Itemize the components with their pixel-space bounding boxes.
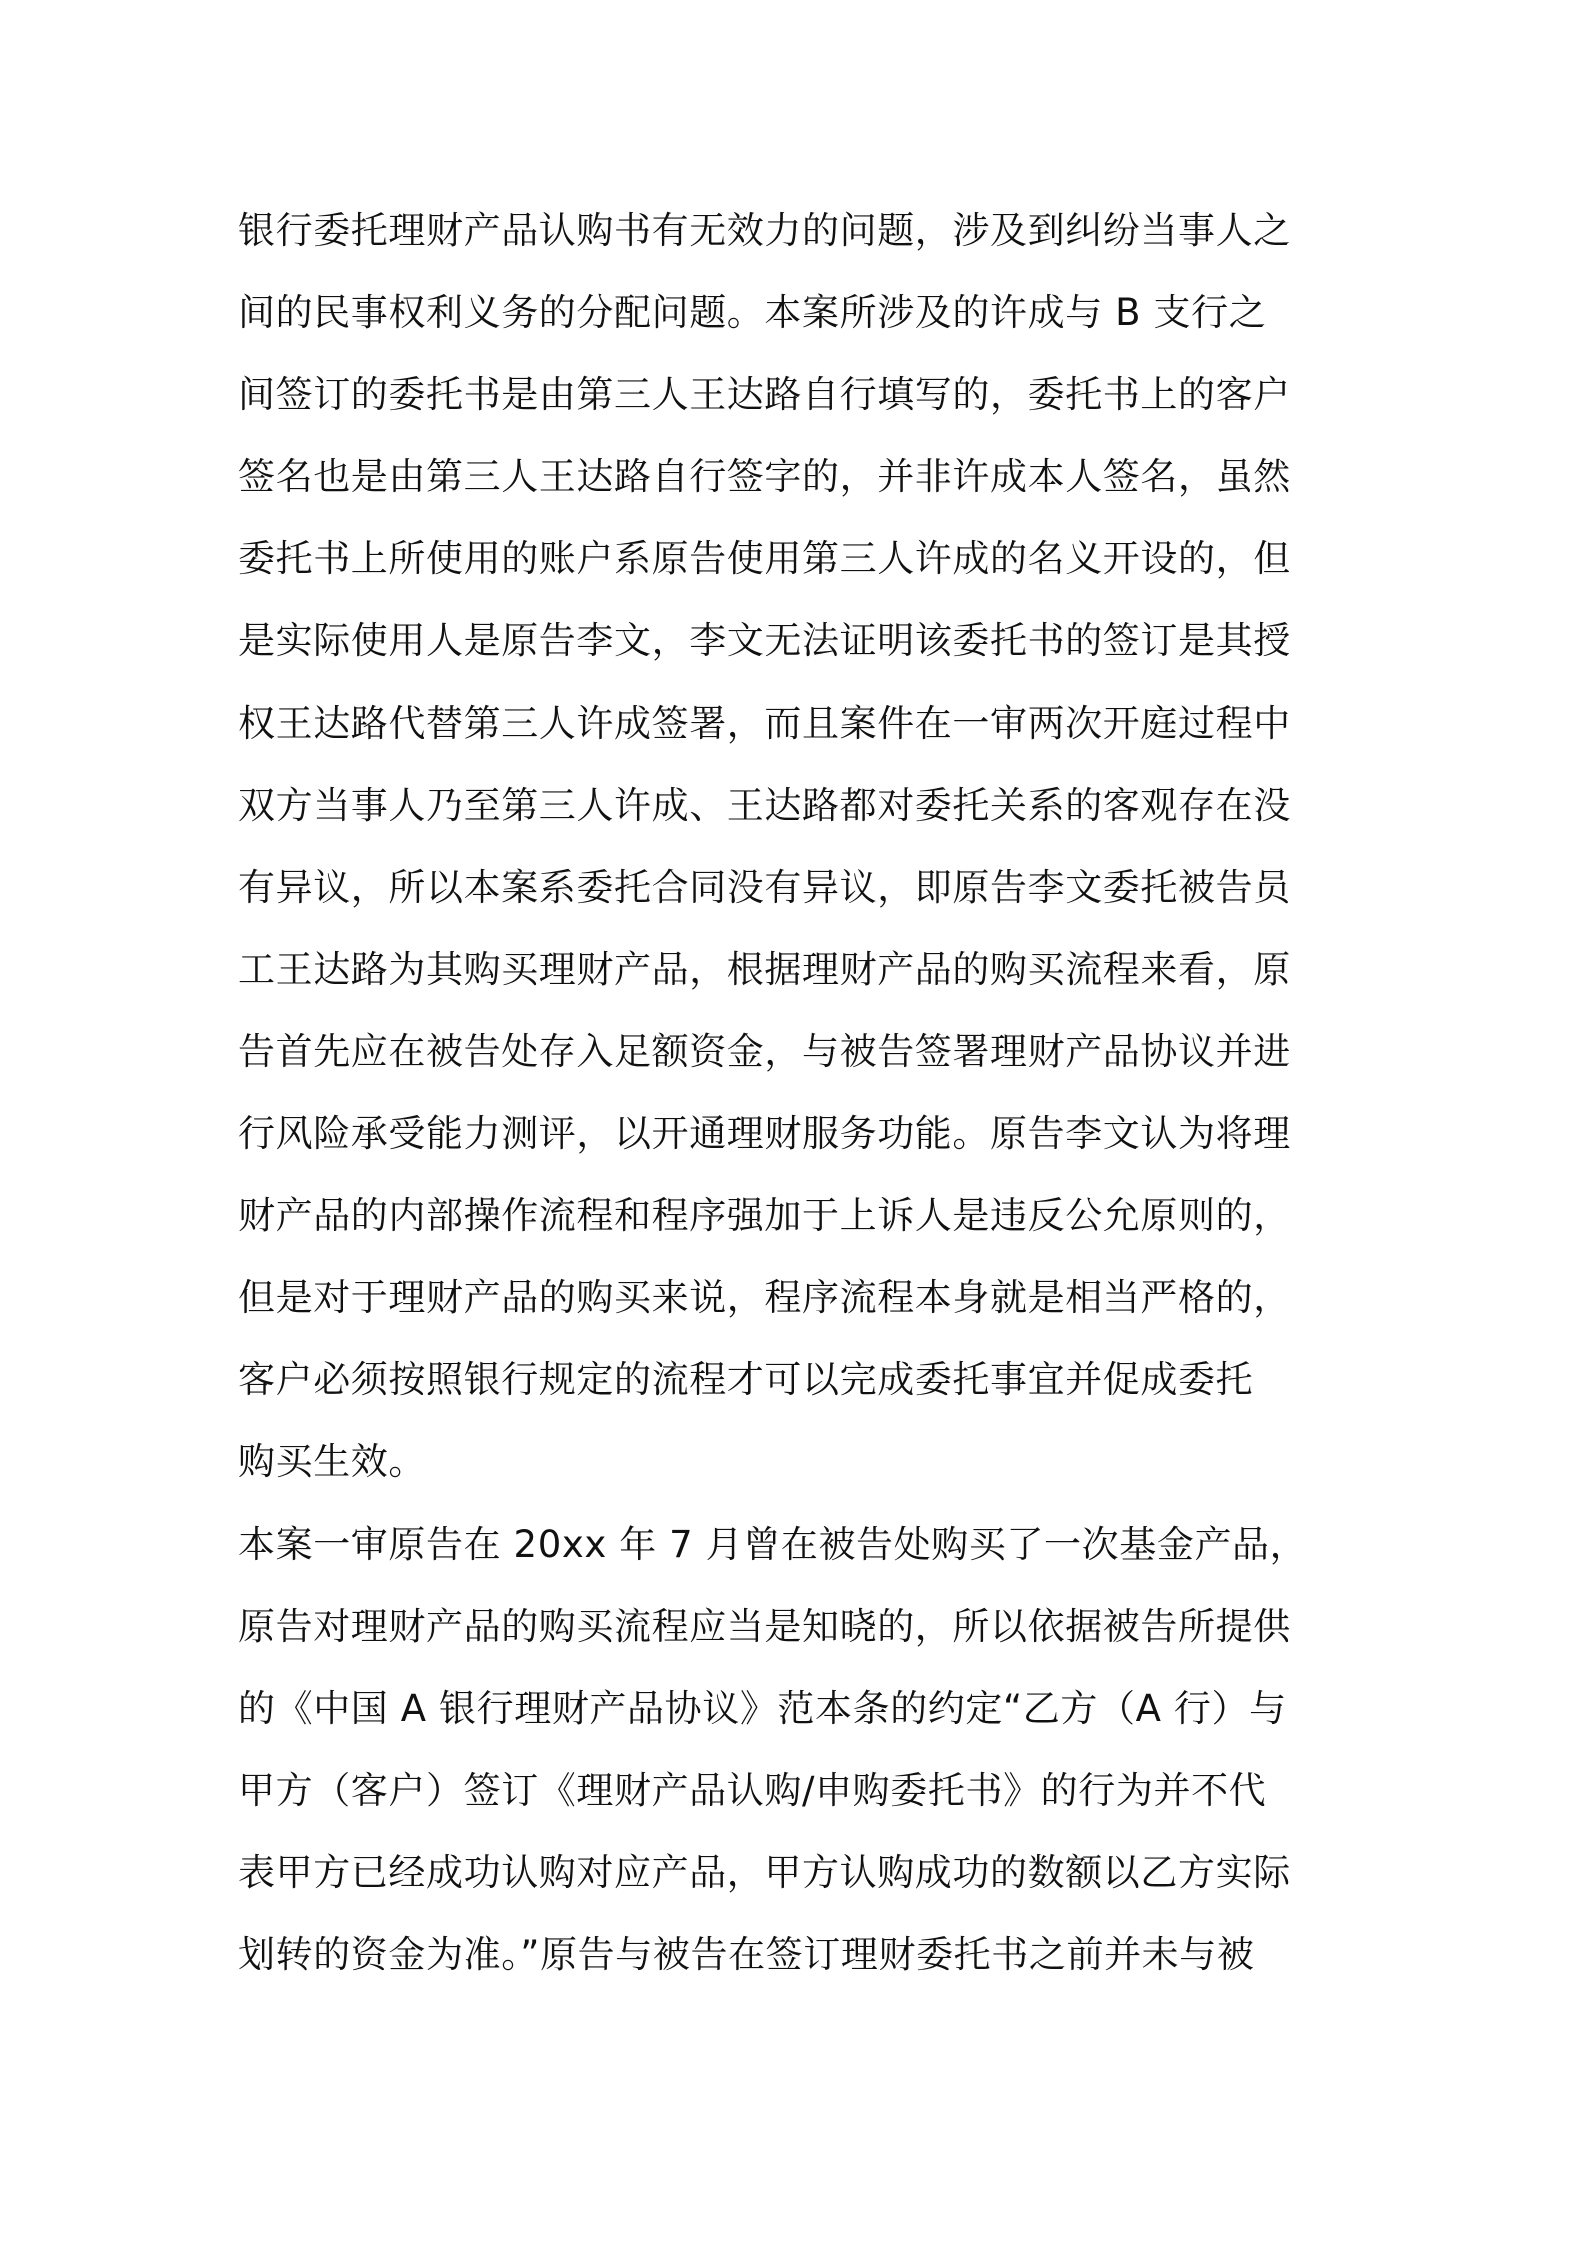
text-line: 但是对于理财产品的购买来说，程序流程本身就是相当严格的， bbox=[238, 1276, 1291, 1320]
text-line: 间的民事权利义务的分配问题。本案所涉及的许成与 B 支行之 bbox=[238, 291, 1267, 335]
body-text bbox=[238, 190, 1358, 1996]
text-line: 客户必须按照银行规定的流程才可以完成委托事宜并促成委托 bbox=[238, 1358, 1254, 1402]
text-line: 表甲方已经成功认购对应产品，甲方认购成功的数额以乙方实际 bbox=[238, 1850, 1291, 1894]
text-line: 间签订的委托书是由第三人王达路自行填写的，委托书上的客户 bbox=[238, 373, 1291, 417]
text-line: 有异议，所以本案系委托合同没有异议，即原告李文委托被告员 bbox=[238, 865, 1291, 909]
text-line: 购买生效。 bbox=[238, 1440, 426, 1484]
text-line: 权王达路代替第三人许成签署，而且案件在一审两次开庭过程中 bbox=[238, 701, 1291, 745]
text-line: 是实际使用人是原告李文，李文无法证明该委托书的签订是其授 bbox=[238, 619, 1291, 663]
text-line: 的《中国 A 银行理财产品协议》范本条的约定“乙方（A 行）与 bbox=[238, 1686, 1287, 1730]
text-line: 财产品的内部操作流程和程序强加于上诉人是违反公允原则的， bbox=[238, 1194, 1291, 1238]
text-line: 划转的资金为准。”原告与被告在签订理财委托书之前并未与被 bbox=[238, 1932, 1255, 1976]
text-line: 行风险承受能力测评，以开通理财服务功能。原告李文认为将理 bbox=[238, 1112, 1291, 1156]
text-line: 告首先应在被告处存入足额资金，与被告签署理财产品协议并进 bbox=[238, 1029, 1291, 1073]
text-line: 双方当事人乃至第三人许成、王达路都对委托关系的客观存在没 bbox=[238, 783, 1291, 827]
text-line: 委托书上所使用的账户系原告使用第三人许成的名义开设的，但 bbox=[238, 537, 1291, 581]
text-line: 本案一审原告在 20xx 年 7 月曾在被告处购买了一次基金产品， bbox=[238, 1522, 1308, 1566]
text-line: 银行委托理财产品认购书有无效力的问题，涉及到纠纷当事人之 bbox=[238, 209, 1291, 252]
text-line: 原告对理财产品的购买流程应当是知晓的，所以依据被告所提供 bbox=[238, 1604, 1291, 1648]
text-line: 签名也是由第三人王达路自行签字的，并非许成本人签名，虽然 bbox=[238, 455, 1291, 499]
text-line: 工王达路为其购买理财产品，根据理财产品的购买流程来看，原 bbox=[238, 947, 1291, 991]
text-line: 甲方（客户）签订《理财产品认购/申购委托书》的行为并不代 bbox=[238, 1768, 1267, 1812]
